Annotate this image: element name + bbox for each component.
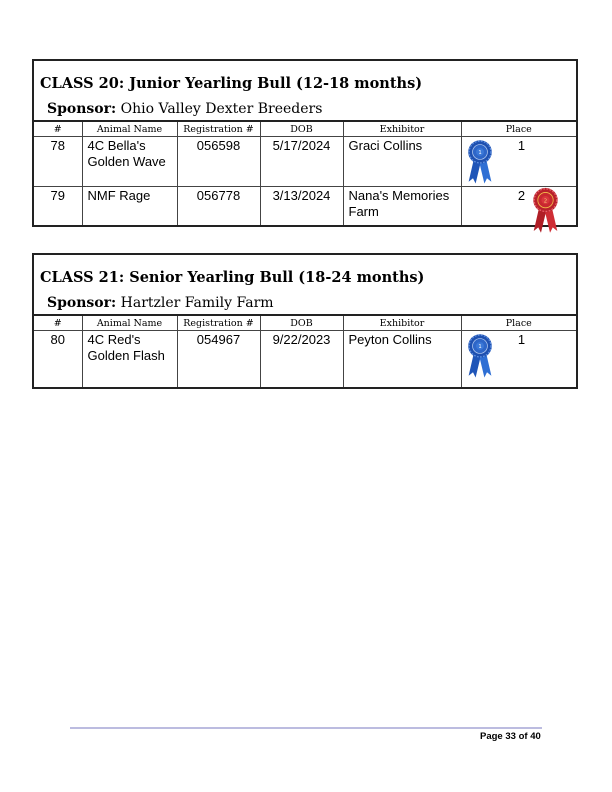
page-number (480, 731, 541, 742)
class-20-table (34, 122, 576, 225)
cell-place (461, 187, 576, 225)
class-21-title: CLASS 21: Senior Yearling Bull (18-24 months) (40, 269, 425, 286)
cell-dob: 3/13/2024 (260, 187, 343, 225)
page-current: 33 (505, 731, 516, 742)
cell-exhibitor: Graci Collins (343, 137, 461, 187)
cell-exhibitor: Nana's Memories Farm (343, 187, 461, 225)
table-row (34, 331, 576, 387)
cell-dob: 5/17/2024 (260, 137, 343, 187)
red-ribbon-icon (531, 186, 560, 236)
cell-reg: 056598 (177, 137, 260, 187)
cell-place (461, 331, 576, 387)
class-20-header (34, 61, 576, 122)
col-header-dob: DOB (260, 316, 343, 331)
page-prefix: Page (480, 731, 506, 742)
sponsor-name: Ohio Valley Dexter Breeders (116, 101, 323, 117)
table-header-row (34, 316, 576, 331)
footer-divider (70, 727, 542, 729)
class-21-section (32, 253, 578, 389)
place-value: 1 (517, 138, 526, 153)
cell-animal: NMF Rage (82, 187, 177, 225)
cell-num: 79 (34, 187, 82, 225)
cell-place (461, 137, 576, 187)
cell-reg: 054967 (177, 331, 260, 387)
cell-dob: 9/22/2023 (260, 331, 343, 387)
col-header-num: # (34, 122, 82, 137)
sponsor-label: Sponsor: (47, 101, 117, 117)
class-21-header (34, 255, 576, 316)
col-header-dob: DOB (260, 122, 343, 137)
class-21-table (34, 316, 576, 387)
sponsor-label: Sponsor: (47, 295, 117, 311)
col-header-exhibitor: Exhibitor (343, 316, 461, 331)
table-header-row (34, 122, 576, 137)
cell-num: 80 (34, 331, 82, 387)
col-header-reg: Registration # (177, 316, 260, 331)
class-20-section (32, 59, 578, 227)
col-header-animal: Animal Name (82, 316, 177, 331)
blue-ribbon-icon (466, 138, 494, 187)
col-header-exhibitor: Exhibitor (343, 122, 461, 137)
cell-reg: 056778 (177, 187, 260, 225)
blue-ribbon-icon (466, 332, 494, 381)
cell-num: 78 (34, 137, 82, 187)
table-row (34, 137, 576, 187)
class-21-sponsor (47, 295, 274, 311)
place-value: 2 (517, 188, 526, 203)
page-of: of (515, 731, 531, 742)
cell-animal: 4C Bella's Golden Wave (82, 137, 177, 187)
col-header-num: # (34, 316, 82, 331)
cell-animal: 4C Red's Golden Flash (82, 331, 177, 387)
cell-exhibitor: Peyton Collins (343, 331, 461, 387)
col-header-place: Place (461, 316, 576, 331)
col-header-place: Place (461, 122, 576, 137)
table-row (34, 187, 576, 225)
page-total: 40 (530, 731, 541, 742)
place-value: 1 (517, 332, 526, 347)
col-header-reg: Registration # (177, 122, 260, 137)
class-20-sponsor (47, 101, 322, 117)
col-header-animal: Animal Name (82, 122, 177, 137)
sponsor-name: Hartzler Family Farm (116, 295, 274, 311)
class-20-title: CLASS 20: Junior Yearling Bull (12-18 months) (40, 75, 423, 92)
